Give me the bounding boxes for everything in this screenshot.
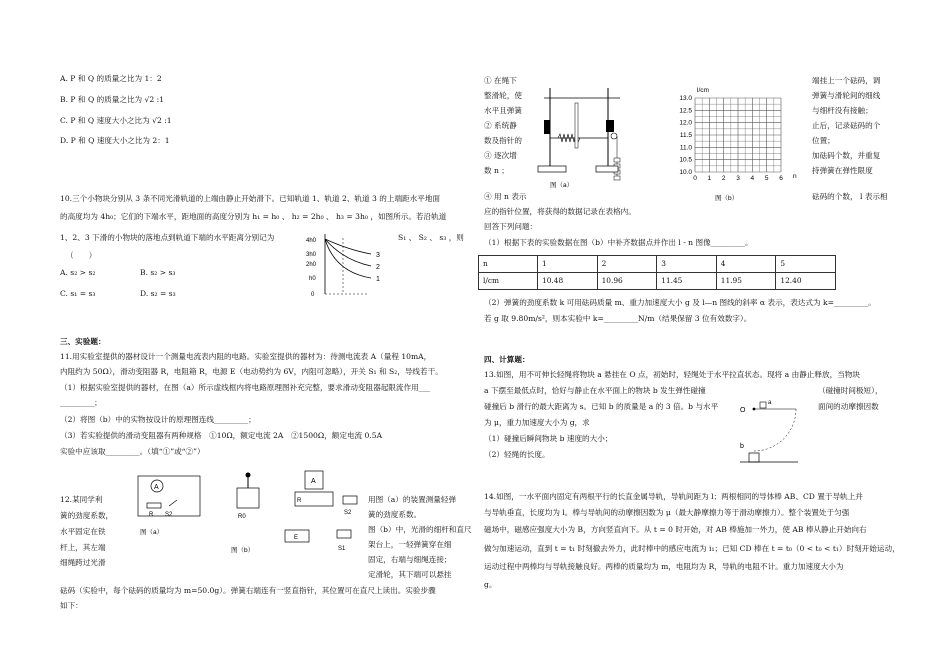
y-label-2h0: 2h0 — [306, 262, 317, 268]
y-tick-label: 12.0 — [679, 119, 692, 127]
q10-option-b: B. s₂ > s₃ — [140, 268, 176, 277]
step-3a: ③ 逐次增 — [484, 151, 517, 160]
block-a-label: a — [768, 400, 772, 406]
q10-option-a: A. s₂ > s₂ — [60, 268, 96, 277]
y-label-0: 0 — [311, 292, 315, 298]
step-2a: ② 系统静 — [484, 121, 517, 130]
l-n-grid-chart — [655, 80, 805, 205]
q12-col-3: 水平固定在铁 — [60, 527, 106, 536]
q11-apparatus-figure-b — [225, 468, 365, 558]
section-experiment-heading: 三、实验题： — [60, 337, 106, 346]
q10-track-figure — [305, 230, 395, 300]
side-text-2: 弹簧与滑轮间的细线 — [812, 91, 881, 100]
step-2b: 数及指针的 — [484, 136, 522, 145]
side-text-8: 砝码的个数， l 表示相 — [812, 192, 888, 201]
y-label-3h0: 3h0 — [306, 252, 317, 258]
resistor-label: R — [149, 512, 154, 518]
part-label-s2: S2 — [344, 510, 352, 516]
q11-line3: （1）根据实验室提供的器材，在图（a）所示虚线框内将电路原理图补充完整，要求滑动变阻器起限流作用___ — [60, 383, 431, 392]
q11-circuit-figure-a — [135, 468, 205, 538]
table-row — [479, 273, 836, 290]
table-header-cell: n — [479, 256, 538, 273]
table-cell: 11.95 — [716, 273, 776, 290]
q12-col-4: 杆上，其左端 — [60, 543, 106, 552]
q12-col-1: 12.某同学利 — [60, 495, 103, 504]
q10-line2: 的高度均为 4h₀；它们的下端水平，距地面的高度分别为 h₁ = h₀ 、 h₂ = 2h₀ 、 h₃ = 3h₀ ，如图所示。若沿轨道 — [60, 212, 447, 221]
q14-line5: 运动过程中两棒均与导轨接触良好。两棒的质量均为 m，电阻均为 R，导轨的电阻不计。重力加速度大小为 — [484, 562, 844, 571]
side-text-1: 端挂上一个砝码，调 — [812, 76, 881, 85]
table-cell: 10.96 — [597, 273, 657, 290]
y-label-h0: h0 — [309, 276, 316, 282]
part-label-s1: S1 — [338, 546, 346, 552]
q10-option-d: D. s₂ = s₃ — [140, 289, 176, 298]
step-1c: 水平且弹簧 — [484, 106, 522, 115]
figure-a-caption: 图（a） — [140, 529, 164, 536]
q13-line4: 为 μ，重力加速度大小为 g，求 — [484, 418, 590, 427]
table-header-cell: 3 — [657, 256, 717, 273]
q13-side-1: （碰撞时间极短）， — [818, 386, 883, 395]
step-4a: ④ 用 n 表示 — [484, 192, 527, 201]
q12-right-2: 簧的劲度系数。 — [368, 510, 422, 519]
side-text-7: 持弹簧在弹性限度 — [812, 166, 873, 175]
q10-option-c: C. s₁ = s₃ — [60, 289, 96, 298]
side-text-6: 加砝码个数，并重复 — [812, 151, 881, 160]
side-text-5: 位置； — [812, 136, 835, 145]
q12-right-1: 用图（a）的装置测量轻弹 — [368, 495, 457, 504]
q11-line2: 内阻约为 50Ω），滑动变阻器 R，电阻箱 R，电源 E（电动势约为 6V，内阻可忽略），开关 S₁ 和 S₂，导线若干。 — [60, 367, 443, 376]
part-label-a: A — [311, 478, 316, 485]
figure-b-caption: 图（b） — [231, 547, 255, 554]
q11-line4: _________； — [60, 398, 102, 407]
data-table — [478, 255, 836, 290]
curve-label-1: 1 — [376, 276, 380, 283]
y-tick-label: 13.0 — [679, 95, 692, 102]
curve-label-3: 3 — [376, 252, 380, 259]
side-text-4: 止后，记录砝码的个 — [812, 121, 881, 130]
x-tick-label: 5 — [764, 175, 769, 182]
table-header-cell: 5 — [776, 256, 836, 273]
table-header-cell: 1 — [538, 256, 598, 273]
y-tick-label: 10.5 — [679, 156, 692, 164]
q13-line2: a 下摆至最低点时，恰好与静止在水平面上的物块 b 发生弹性碰撞 — [484, 386, 706, 395]
q10-line1: 10.三个小物块分别从 3 条不同光滑轨道的上端由静止开始滑下。已知轨道 1、轨道 2、轨道 3 的上端距水平地面 — [60, 194, 441, 203]
x-tick-label: 2 — [721, 175, 726, 182]
q12-right-4: 架台上，一轻弹簧穿在细 — [368, 540, 452, 549]
q10-line3b: S₁ 、 S₂ 、 s₃ ，则 — [398, 233, 464, 242]
chart-ylabel: l/cm — [697, 87, 709, 94]
q12-col-2: 簧的劲度系数， — [60, 511, 114, 520]
option-b: B. P 和 Q 的质量之比为 √2 :1 — [60, 95, 165, 104]
step-answer-prompt: 回答下列问题： — [484, 222, 538, 231]
q10-line3: 1、2、3 下滑的小物块的落地点到轨道下端的水平距离分别记为 — [60, 233, 275, 242]
q14-line3: 磁场中，磁感应强度大小为 B，方向竖直向下。从 t = 0 时开始，对 AB 棒施加一外力，使 AB 棒从静止开始向右 — [484, 525, 867, 534]
table-cell: 11.45 — [657, 273, 717, 290]
table-cell: 10.48 — [538, 273, 598, 290]
y-tick-label: 11.0 — [679, 144, 692, 152]
step-1a: ① 在绳下 — [484, 76, 517, 85]
option-a: A. P 和 Q 的质量之比为 1：2 — [60, 74, 162, 83]
table-row-label: l/cm — [479, 273, 538, 290]
q14-line1: 14.如图，一水平面内固定有两根平行的长直金属导轨，导轨间距为 l；两根相同的导体棒 AB、CD 置于导轨上并 — [484, 492, 863, 501]
q14-line6: g。 — [484, 580, 497, 589]
q11-line1: 11.用实验室提供的器材设计一个测量电流表内阻的电路。实验室提供的器材为：待测电流表 A（量程 10mA， — [60, 352, 432, 361]
q10-blank: （ ） — [66, 251, 97, 260]
chart-caption: 图（b） — [715, 195, 739, 202]
step-3b: 数 n ； — [484, 166, 509, 175]
y-label-4h0: 4h0 — [306, 238, 317, 244]
part-label-r: R — [297, 498, 302, 504]
spring-apparatus-figure — [530, 78, 640, 190]
table-cell: 12.40 — [776, 273, 836, 290]
section-calculation-heading: 四、计算题： — [484, 355, 530, 364]
question-2-line2: 若 g 取 9.80m/s²，则本实验中 k=_________N/m（结果保留 3 位有效数字）。 — [484, 314, 752, 323]
q12-right-5: 固定，右端与细绳连接； — [368, 555, 452, 564]
q12-last-line1: 砝码（实验中，每个砝码的质量均为 m=50.0g）。弹簧右端连有一竖直指针，其位置可在直尺上读出。实验步骤 — [60, 586, 436, 595]
q13-line6: （2）轻绳的长度。 — [484, 450, 550, 459]
q13-pendulum-figure — [738, 394, 814, 470]
switch-label: S2 — [165, 512, 173, 518]
q14-line2: 与导轨垂直，长度均为 l。棒与导轨间的动摩擦因数为 μ（最大静摩擦力等于滑动摩擦力）。整个装置处于匀强 — [484, 508, 850, 517]
option-c: C. P 和 Q 速度大小之比为 √2 :1 — [60, 116, 172, 125]
side-text-3: 与细杆没有接触； — [812, 106, 873, 115]
block-b-label: b — [740, 443, 744, 450]
x-tick-label: 3 — [736, 175, 740, 182]
x-tick-label: 1 — [707, 175, 712, 182]
q12-last-line2: 如下： — [60, 601, 83, 610]
q13-side-2: 面间的动摩擦因数 — [818, 402, 879, 411]
x-tick-label: 0 — [693, 175, 697, 182]
part-label-e: E — [294, 535, 299, 541]
q14-line4: 做匀加速运动，直到 t = t₁ 时刻撤去外力，此时棒中的感应电流为 i₁；已知 CD 棒在 t = t₀（0 < t₀ < t₁）时刻开始运动， — [484, 544, 900, 553]
ammeter-label: A — [154, 484, 159, 491]
point-o-label: O — [740, 407, 746, 414]
q13-line3: 碰撞后 b 滑行的最大距离为 s。已知 b 的质量是 a 的 3 倍。b 与水平 — [484, 402, 719, 411]
apparatus-figure-caption: 图（a） — [550, 182, 574, 189]
q11-line6: （3）若实验提供的滑动变阻器有两种规格 ①10Ω，额定电流 2A ②1500Ω，额定电流 0.5A — [60, 431, 383, 440]
q13-line1: 13.如图，用不可伸长轻绳将物块 a 悬挂在 O 点，初始时，轻绳处于水平拉直状态。现将 a 由静止释放，当物块 — [484, 370, 860, 379]
option-d: D. P 和 Q 速度大小之比为 2：1 — [60, 136, 170, 145]
curve-label-2: 2 — [376, 264, 380, 271]
y-tick-label: 10.0 — [679, 169, 692, 176]
table-header-cell: 4 — [716, 256, 776, 273]
y-tick-label: 11.5 — [679, 132, 692, 139]
step-1b: 整滑轮，使 — [484, 91, 522, 100]
part-label-r0: R0 — [238, 514, 246, 520]
q12-right-3: 图（b）中，光滑的细杆和直尺 — [368, 525, 472, 534]
q13-line5: （1）碰撞后瞬间物块 b 速度的大小； — [484, 434, 613, 443]
table-header-cell: 2 — [597, 256, 657, 273]
q12-right-6: 定滑轮，其下端可以悬挂 — [368, 570, 452, 579]
question-2-line1: （2）弹簧的劲度系数 k 可用砝码质量 m、重力加速度大小 g 及 l—n 图线的斜率 α 表示，表达式为 k=_________。 — [484, 298, 876, 307]
q12-col-5: 细绳跨过光滑 — [60, 558, 106, 567]
q11-line5: （2）将图（b）中的实物按设计的原理图连线_________； — [60, 415, 256, 424]
x-tick-label: 4 — [750, 175, 755, 182]
y-tick-label: 12.5 — [679, 107, 692, 115]
chart-xlabel: n — [793, 173, 797, 180]
step-4b: 应的指针位置，将获得的数据记录在表格内。 — [484, 207, 636, 216]
table-header-row — [479, 256, 836, 273]
x-tick-label: 6 — [779, 175, 783, 182]
question-1-prompt: （1）根据下表的实验数据在图（b）中补齐数据点并作出 l - n 图像_________。 — [484, 238, 753, 247]
q11-line7: 实验中应该取_________。（填“①”或“②”） — [60, 447, 205, 456]
